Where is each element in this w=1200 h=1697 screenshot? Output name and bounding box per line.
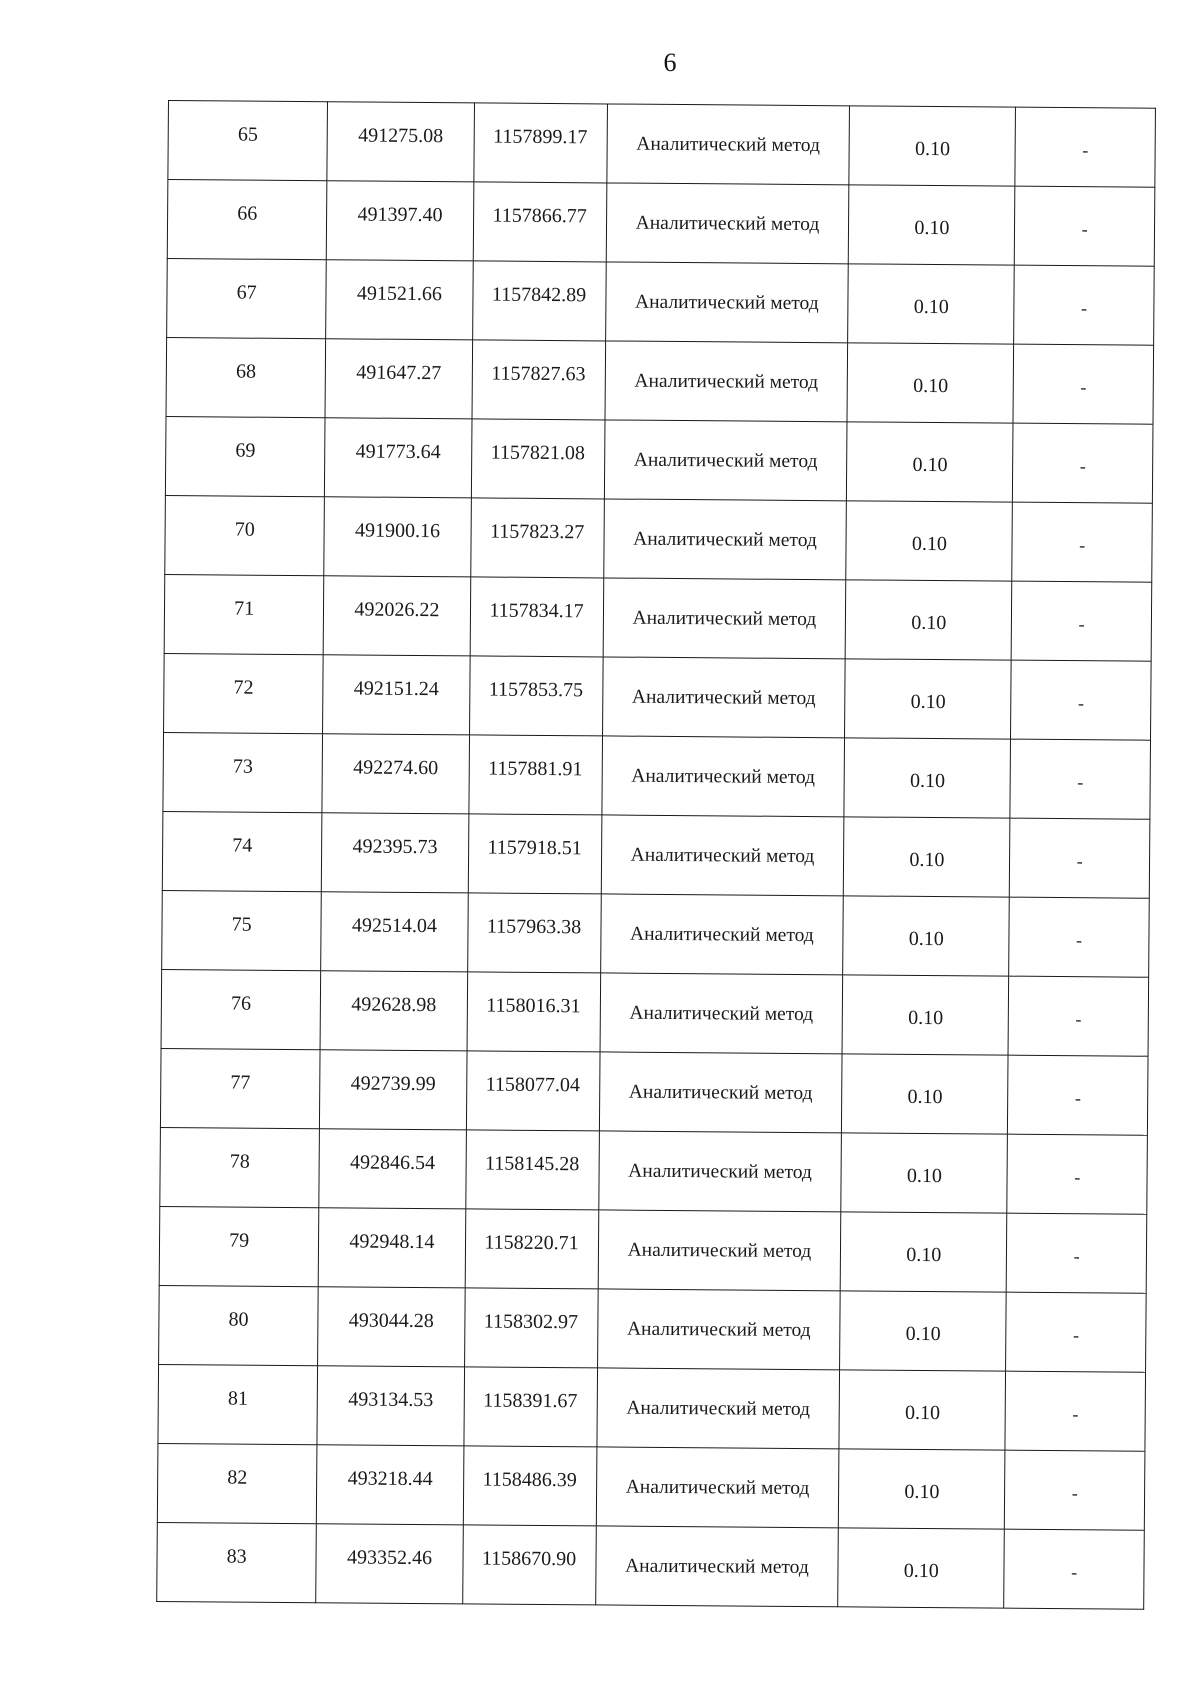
method-cell: Аналитический метод [605, 341, 849, 422]
y-coordinate-cell: 1157866.77 [473, 182, 607, 262]
table-row [161, 969, 1149, 1056]
accuracy-cell: 0.10 [847, 343, 1014, 423]
method-cell: Аналитический метод [606, 183, 850, 264]
note-cell: - [1008, 976, 1148, 1056]
accuracy-cell: 0.10 [846, 501, 1013, 581]
table-row [162, 890, 1150, 977]
method-cell: Аналитический метод [597, 1289, 841, 1370]
x-coordinate-cell: 492514.04 [321, 892, 468, 972]
accuracy-cell: 0.10 [849, 185, 1016, 265]
y-coordinate-cell: 1158077.04 [466, 1051, 600, 1131]
y-coordinate-cell: 1158391.67 [463, 1367, 597, 1447]
table-row [160, 1127, 1148, 1214]
coordinates-table-container [156, 100, 1156, 1610]
y-coordinate-cell: 1158670.90 [462, 1525, 596, 1605]
accuracy-cell: 0.10 [845, 659, 1012, 739]
x-coordinate-cell: 492395.73 [322, 813, 469, 893]
accuracy-cell: 0.10 [842, 975, 1009, 1055]
note-cell: - [1007, 1213, 1147, 1293]
point-number-cell: 75 [162, 890, 322, 970]
point-number-cell: 73 [163, 732, 323, 812]
point-number-cell: 68 [166, 337, 326, 417]
x-coordinate-cell: 491647.27 [325, 339, 472, 419]
note-cell: - [1005, 1371, 1145, 1451]
note-cell: - [1013, 344, 1153, 424]
x-coordinate-cell: 493218.44 [317, 1445, 464, 1525]
point-number-cell: 67 [167, 258, 327, 338]
accuracy-cell: 0.10 [844, 738, 1011, 818]
accuracy-cell: 0.10 [849, 106, 1016, 186]
method-cell: Аналитический метод [598, 1210, 842, 1291]
method-cell: Аналитический метод [603, 499, 847, 580]
point-number-cell: 78 [160, 1127, 320, 1207]
table-row [158, 1364, 1146, 1451]
table-row [163, 732, 1151, 819]
accuracy-cell: 0.10 [839, 1449, 1006, 1529]
method-cell: Аналитический метод [596, 1368, 840, 1449]
y-coordinate-cell: 1158302.97 [464, 1288, 598, 1368]
accuracy-cell: 0.10 [838, 1528, 1005, 1608]
y-coordinate-cell: 1157821.08 [471, 419, 605, 499]
accuracy-cell: 0.10 [844, 817, 1011, 897]
x-coordinate-cell: 492274.60 [322, 734, 469, 814]
method-cell: Аналитический метод [605, 262, 849, 343]
point-number-cell: 69 [165, 416, 325, 496]
x-coordinate-cell: 491521.66 [326, 260, 473, 340]
point-number-cell: 82 [157, 1443, 317, 1523]
point-number-cell: 80 [159, 1285, 319, 1365]
accuracy-cell: 0.10 [840, 1291, 1007, 1371]
method-cell: Аналитический метод [600, 894, 844, 975]
coordinates-table [156, 100, 1156, 1610]
x-coordinate-cell: 492948.14 [319, 1208, 466, 1288]
point-number-cell: 65 [168, 101, 328, 181]
table-body [157, 101, 1156, 1610]
note-cell: - [1007, 1134, 1147, 1214]
accuracy-cell: 0.10 [847, 422, 1014, 502]
table-row [164, 653, 1152, 740]
table-row [165, 416, 1153, 503]
y-coordinate-cell: 1157853.75 [469, 656, 603, 736]
y-coordinate-cell: 1157918.51 [468, 814, 602, 894]
y-coordinate-cell: 1158145.28 [465, 1130, 599, 1210]
table-row [157, 1522, 1145, 1609]
x-coordinate-cell: 492628.98 [320, 971, 467, 1051]
table-row [160, 1048, 1148, 1135]
accuracy-cell: 0.10 [846, 580, 1013, 660]
method-cell: Аналитический метод [602, 657, 846, 738]
x-coordinate-cell: 491773.64 [325, 418, 472, 498]
accuracy-cell: 0.10 [839, 1370, 1006, 1450]
note-cell: - [1006, 1292, 1146, 1372]
note-cell: - [1010, 739, 1150, 819]
point-number-cell: 77 [160, 1048, 320, 1128]
x-coordinate-cell: 492026.22 [324, 576, 471, 656]
y-coordinate-cell: 1157834.17 [470, 577, 604, 657]
y-coordinate-cell: 1157899.17 [473, 103, 607, 183]
point-number-cell: 81 [158, 1364, 318, 1444]
point-number-cell: 76 [161, 969, 321, 1049]
table-row [165, 495, 1153, 582]
x-coordinate-cell: 492151.24 [323, 655, 470, 735]
note-cell: - [1009, 897, 1149, 977]
table-row [168, 101, 1156, 188]
accuracy-cell: 0.10 [843, 896, 1010, 976]
method-cell: Аналитический метод [604, 420, 848, 501]
accuracy-cell: 0.10 [842, 1054, 1009, 1134]
x-coordinate-cell: 491900.16 [324, 497, 471, 577]
point-number-cell: 71 [164, 574, 324, 654]
note-cell: - [1005, 1450, 1145, 1530]
point-number-cell: 83 [157, 1522, 317, 1602]
table-row [166, 337, 1154, 424]
table-row [167, 180, 1155, 267]
x-coordinate-cell: 491275.08 [327, 102, 474, 182]
x-coordinate-cell: 493044.28 [318, 1287, 465, 1367]
x-coordinate-cell: 493352.46 [316, 1524, 463, 1604]
note-cell: - [1011, 660, 1151, 740]
x-coordinate-cell: 493134.53 [317, 1366, 464, 1446]
accuracy-cell: 0.10 [841, 1212, 1008, 1292]
y-coordinate-cell: 1157827.63 [472, 340, 606, 420]
y-coordinate-cell: 1158016.31 [467, 972, 601, 1052]
note-cell: - [1011, 581, 1151, 661]
accuracy-cell: 0.10 [848, 264, 1015, 344]
method-cell: Аналитический метод [600, 973, 844, 1054]
point-number-cell: 66 [167, 180, 327, 260]
point-number-cell: 74 [162, 811, 322, 891]
note-cell: - [1015, 107, 1155, 187]
y-coordinate-cell: 1158220.71 [465, 1209, 599, 1289]
note-cell: - [1014, 265, 1154, 345]
method-cell: Аналитический метод [599, 1052, 843, 1133]
point-number-cell: 70 [165, 495, 325, 575]
y-coordinate-cell: 1157963.38 [467, 893, 601, 973]
table-row [164, 574, 1152, 661]
y-coordinate-cell: 1157842.89 [472, 261, 606, 341]
method-cell: Аналитический метод [603, 578, 847, 659]
method-cell: Аналитический метод [606, 104, 850, 185]
point-number-cell: 72 [164, 653, 324, 733]
note-cell: - [1010, 818, 1150, 898]
table-row [159, 1206, 1147, 1293]
y-coordinate-cell: 1157823.27 [470, 498, 604, 578]
note-cell: - [1015, 186, 1155, 266]
x-coordinate-cell: 491397.40 [327, 181, 474, 261]
page-number: 6 [663, 48, 677, 77]
x-coordinate-cell: 492739.99 [320, 1050, 467, 1130]
table-row [157, 1443, 1145, 1530]
x-coordinate-cell: 492846.54 [319, 1129, 466, 1209]
method-cell: Аналитический метод [595, 1526, 839, 1607]
accuracy-cell: 0.10 [841, 1133, 1008, 1213]
note-cell: - [1012, 502, 1152, 582]
y-coordinate-cell: 1158486.39 [463, 1446, 597, 1526]
method-cell: Аналитический метод [598, 1131, 842, 1212]
note-cell: - [1004, 1529, 1144, 1609]
y-coordinate-cell: 1157881.91 [468, 735, 602, 815]
note-cell: - [1013, 423, 1153, 503]
note-cell: - [1008, 1055, 1148, 1135]
table-row [162, 811, 1150, 898]
method-cell: Аналитический метод [601, 736, 845, 817]
point-number-cell: 79 [159, 1206, 319, 1286]
table-row [167, 258, 1155, 345]
table-row [159, 1285, 1147, 1372]
method-cell: Аналитический метод [596, 1447, 840, 1528]
method-cell: Аналитический метод [601, 815, 845, 896]
